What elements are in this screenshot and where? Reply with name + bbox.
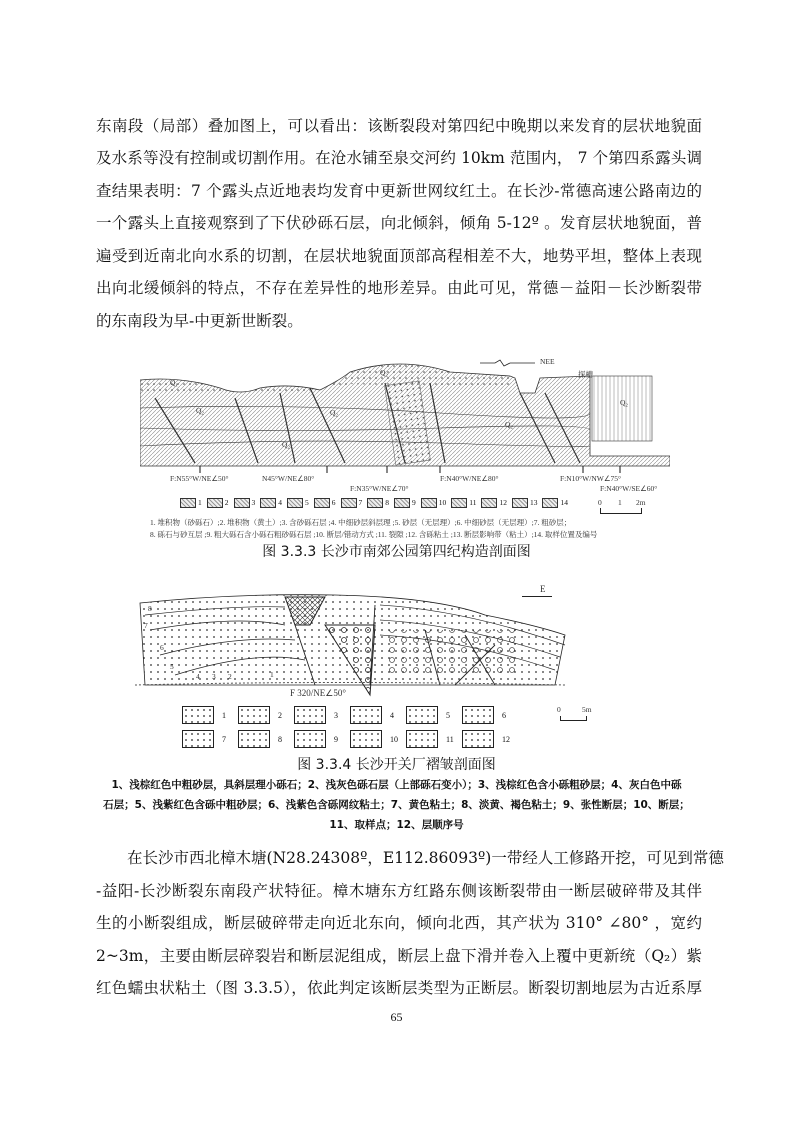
legend-number: 5 xyxy=(446,710,450,720)
legend-swatch xyxy=(294,706,326,724)
legend-swatch xyxy=(421,498,437,508)
legend-swatch xyxy=(294,730,326,748)
legend-swatch xyxy=(512,498,528,508)
fault-label: F:N55°W/NE∠50° xyxy=(170,474,229,483)
legend-number: 8 xyxy=(278,734,282,744)
unit-label: Q₂ xyxy=(282,440,291,449)
text-line: 遍受到近南北向水系的切割，在层状地貌面顶部高程相差不大，地势平坦，整体上表现 xyxy=(96,247,702,265)
legend-swatch xyxy=(542,498,558,508)
legend-swatches xyxy=(180,497,571,508)
fault-label: F:N40°W/SE∠60° xyxy=(600,484,658,493)
text-line: -益阳-长沙断裂东南段产状特征。樟木塘东方红路东侧该断裂带由一断层破碎带及其伴 xyxy=(96,882,702,900)
scale-label: 5m xyxy=(582,705,592,714)
legend-grid xyxy=(182,706,522,748)
legend-swatch xyxy=(180,498,196,508)
layer-number: 2 xyxy=(228,672,232,681)
legend-number: 5 xyxy=(305,498,309,507)
legend-number: 12 xyxy=(502,734,510,744)
text-line: 2~3m，主要由断层碎裂岩和断层泥组成，断层上盘下滑并卷入上覆中更新统（Q₂）紫 xyxy=(96,947,702,965)
legend-number: 11 xyxy=(446,734,454,744)
scale-label: 1 xyxy=(618,498,622,507)
direction-label: NEE xyxy=(540,357,555,366)
unit-label: Q₂ xyxy=(330,408,339,417)
fault-label: F:N40°W/NE∠80° xyxy=(440,474,499,483)
legend-swatch xyxy=(314,498,330,508)
legend-text: 11、取样点；12、层顺序号 xyxy=(329,819,464,831)
legend-swatch xyxy=(462,706,494,724)
legend-text: 1、浅棕红色中粗砂层，具斜层理小砾石；2、浅灰色砾石层（上部砾石变小）；3、浅棕红色含小砾粗砂层；4、灰白色中砾 xyxy=(111,779,682,791)
fault-label: F 320/NE∠50° xyxy=(290,688,346,698)
legend-number: 4 xyxy=(390,710,394,720)
scale-bar xyxy=(600,508,642,514)
legend-swatch xyxy=(481,498,497,508)
legend-swatch xyxy=(451,498,467,508)
legend-number: 9 xyxy=(412,498,416,507)
unit-label: Q₂ xyxy=(196,406,205,415)
unit-label: Q₂ xyxy=(380,368,389,377)
legend-number: 13 xyxy=(529,498,538,507)
fault-label: N45°W/NE∠80° xyxy=(262,474,315,483)
legend-swatch xyxy=(207,498,223,508)
legend-number: 1 xyxy=(198,498,202,507)
legend-swatch xyxy=(406,730,438,748)
legend-number: 2 xyxy=(278,710,282,720)
legend-text: 1. 堆积物（砂砾石）;2. 堆积物（黄土）;3. 含砂砾石层 ;4. 中细砂层斜层理 ;5. 砂层（无层理）;6. 中细砂层（无层理）;7. 粗砂层； xyxy=(150,518,572,527)
text-line: 在长沙市西北樟木塘(N28.24308º，E112.86093º)一带经人工修路开挖，可见到常德 xyxy=(96,849,724,867)
legend-swatch xyxy=(394,498,410,508)
direction-arrow xyxy=(522,596,552,597)
legend-swatch xyxy=(367,498,383,508)
legend-number: 7 xyxy=(358,498,363,507)
text-line: 的东南段为早-中更新世断裂。 xyxy=(96,312,303,330)
legend-swatch xyxy=(182,706,214,724)
layer-number: 8 xyxy=(148,604,152,613)
legend-swatch xyxy=(182,730,214,748)
scale-label: 2m xyxy=(636,498,646,507)
legend-number: 3 xyxy=(251,498,256,507)
legend-swatch xyxy=(234,498,250,508)
legend-number: 8 xyxy=(385,498,389,507)
legend-swatch xyxy=(341,498,357,508)
page-number: 65 xyxy=(390,1010,403,1024)
layer-number: 7 xyxy=(144,621,148,630)
layer-number: 5 xyxy=(170,662,174,671)
text-line: 及水系等没有控制或切割作用。在沧水铺至泉交河约 10km 范围内， 7 个第四系露头调 xyxy=(96,149,702,167)
unit-label: Q₁ xyxy=(170,378,179,387)
legend-swatch xyxy=(260,498,276,508)
legend-number: 9 xyxy=(334,734,338,744)
text-line: 生的小断裂组成，断层破碎带走向近北东向，倾向北西，其产状为 310° ∠80° ，宽约 xyxy=(96,914,702,932)
legend-number: 6 xyxy=(502,710,506,720)
unit-label: Q₂ xyxy=(620,398,629,407)
legend-number: 1 xyxy=(222,710,226,720)
direction-label: E xyxy=(540,584,546,594)
legend-text: 8. 砾石与砂互层 ;9. 粗大砾石含小砾石粗砂砾石层 ;10. 断层/错动方式 ;11. 裂隙 ;12. 含砾粘土 ;13. 断层影响带（粘土）;14. 取样位置及编号 xyxy=(150,530,598,539)
legend-number: 10 xyxy=(390,734,398,744)
scale-label: 0 xyxy=(557,705,561,714)
unit-label: Q₂ xyxy=(505,420,514,429)
layer-number: 6 xyxy=(160,643,164,652)
trench-label: 探槽 xyxy=(578,370,593,379)
layer-number: 3 xyxy=(212,672,216,681)
legend-number: 2 xyxy=(224,498,229,507)
legend-swatch xyxy=(350,730,382,748)
legend-number: 6 xyxy=(331,498,336,507)
legend-number: 14 xyxy=(560,498,568,507)
layer-number: 1 xyxy=(270,670,274,679)
legend-swatch xyxy=(238,730,270,748)
scale-label: 0 xyxy=(598,498,602,507)
figure-caption: 图 3.3.4 长沙开关厂褶皱剖面图 xyxy=(297,757,496,773)
scale-bar xyxy=(560,716,587,721)
legend-number: 4 xyxy=(278,498,282,507)
text-line: 红色蠕虫状粘土（图 3.3.5），依此判定该断层类型为正断层。断裂切割地层为古近系厚 xyxy=(96,979,702,997)
text-line: 东南段（局部）叠加图上，可以看出：该断裂段对第四纪中晚期以来发育的层状地貌面 xyxy=(96,117,702,135)
legend-swatch xyxy=(462,730,494,748)
legend-number: 3 xyxy=(334,710,338,720)
legend-number: 11 xyxy=(469,498,477,507)
layer-number: 4 xyxy=(196,672,200,681)
text-line: 一个露头上直接观察到了下伏砂砾石层，向北倾斜，倾角 5-12º 。发育层状地貌面，普 xyxy=(96,214,702,232)
legend-number: 7 xyxy=(222,734,226,744)
figure-caption: 图 3.3.3 长沙市南郊公园第四纪构造剖面图 xyxy=(262,544,531,560)
text-line: 出向北缓倾斜的特点，不存在差异性的地形差异。由此可见，常德－益阳－长沙断裂带 xyxy=(96,279,702,297)
legend-swatch xyxy=(406,706,438,724)
legend-swatch xyxy=(350,706,382,724)
text-line: 查结果表明：7 个露头点近地表均发育中更新世网纹红土。在长沙-常德高速公路南边的 xyxy=(96,182,702,200)
legend-number: 10 xyxy=(438,498,447,507)
legend-text: 石层；5、浅紫红色含砾中粗砂层；6、浅紫色含砾网纹粘土；7、黄色粘土；8、淡黄、褐色粘土；9、张性断层；10、断层； xyxy=(103,799,690,811)
fault-label: F:N10°W/NW∠75° xyxy=(560,474,622,483)
fault-label: F:N35°W/NE∠70° xyxy=(350,484,409,493)
legend-number: 12 xyxy=(499,498,507,507)
legend-swatch xyxy=(287,498,303,508)
legend-swatch xyxy=(238,706,270,724)
fold-section-drawing xyxy=(135,585,585,700)
